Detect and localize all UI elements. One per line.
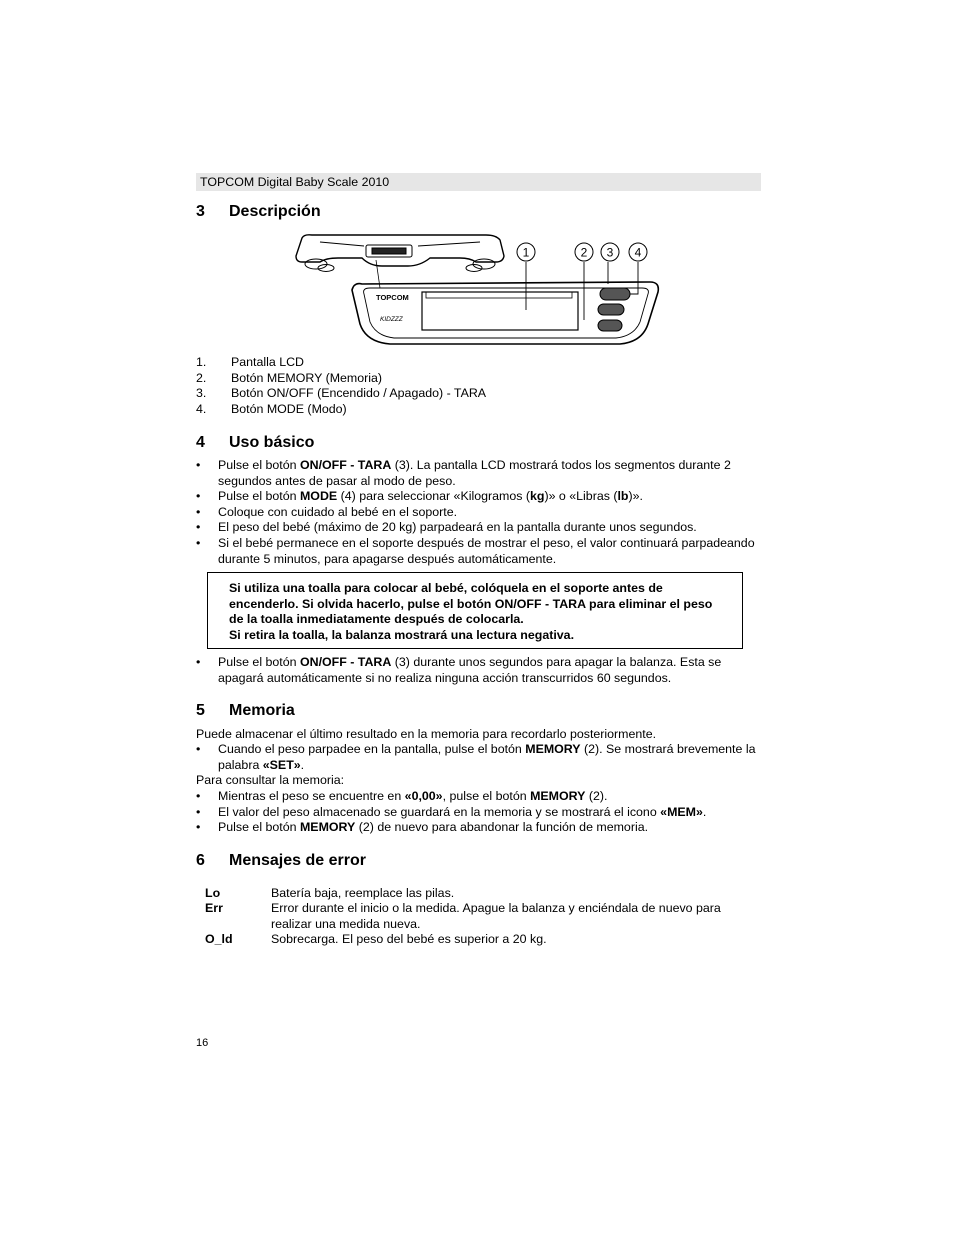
bullet-text: Pulse el botón MEMORY (2) de nuevo para abandonar la función de memoria. (218, 820, 649, 834)
list-number: 2. (196, 371, 207, 385)
bullet-icon: • (196, 789, 201, 803)
bullet-text: El valor del peso almacenado se guardará en la memoria y se mostrará el icono «MEM». (218, 805, 707, 819)
section-title: Uso básico (229, 434, 315, 451)
callout-4: 4 (634, 245, 642, 260)
bullet-icon: • (196, 536, 201, 550)
bullet-text: Mientras el peso se encuentre en «0,00», pulse el botón MEMORY (2). (218, 789, 608, 803)
list-number: 4. (196, 402, 207, 416)
error-description: Sobrecarga. El peso del bebé es superior a 20 kg. (271, 932, 547, 946)
callouts (517, 243, 647, 261)
error-code: O_ld (205, 932, 233, 946)
bullet-icon: • (196, 520, 201, 534)
error-description: Batería baja, reemplace las pilas. (271, 886, 455, 900)
error-code: Lo (205, 886, 221, 900)
bullet-text: Pulse el botón ON/OFF - TARA (3) durante unos segundos para apagar la balanza. Esta se apagará automáticamente si no realiza ninguna acción transcurridos 60 segundos. (218, 655, 722, 685)
bullet-text: Pulse el botón ON/OFF - TARA (3). La pantalla LCD mostrará todos los segmentos durante 2 segundos antes de pasar al modo de peso. (218, 458, 731, 488)
error-description: Error durante el inicio o la medida. Apague la balanza y enciéndala de nuevo para realizar una medida nueva. (271, 901, 721, 931)
list-item: Pantalla LCD (231, 355, 305, 369)
scale-front-panel (352, 282, 658, 344)
mode-button (598, 320, 622, 331)
error-code: Err (205, 901, 223, 915)
bullet-icon: • (196, 655, 201, 669)
note-line: encenderlo. Si olvida hacerlo, pulse el botón ON/OFF - TARA para eliminar el peso (229, 597, 713, 611)
note-line: Si utiliza una toalla para colocar al bebé, colóquela en el soporte antes de (229, 581, 663, 595)
list-item: Botón ON/OFF (Encendido / Apagado) - TARA (231, 386, 487, 400)
bullet-icon: • (196, 742, 201, 756)
bullet-icon: • (196, 820, 201, 834)
section-number: 3 (196, 203, 205, 220)
page-number: 16 (196, 1037, 209, 1049)
paragraph: Puede almacenar el último resultado en la memoria para recordarlo posteriormente. (196, 727, 657, 741)
topcom-logo: TOPCOM (376, 293, 409, 302)
scale-diagram (290, 232, 670, 350)
bullet-icon: • (196, 458, 201, 472)
bullet-icon: • (196, 489, 201, 503)
note-line: de la toalla inmediatamente después de colocarla. (229, 612, 524, 626)
memory-button (598, 304, 624, 315)
section-title: Memoria (229, 702, 295, 719)
section-number: 4 (196, 434, 205, 451)
list-item: Botón MEMORY (Memoria) (231, 371, 383, 385)
paragraph: Para consultar la memoria: (196, 773, 345, 787)
list-number: 1. (196, 355, 207, 369)
bullet-icon: • (196, 505, 201, 519)
section-title: Mensajes de error (229, 852, 366, 869)
callout-3: 3 (606, 245, 614, 260)
bullet-icon: • (196, 805, 201, 819)
list-item: Botón MODE (Modo) (231, 402, 347, 416)
bullet-text: Pulse el botón MODE (4) para seleccionar «Kilogramos (kg)» o «Libras (lb)». (218, 489, 643, 503)
callout-2: 2 (580, 245, 588, 260)
bullet-text: El peso del bebé (máximo de 20 kg) parpadeará en la pantalla durante unos segundos. (218, 520, 697, 534)
section-number: 6 (196, 852, 205, 869)
list-number: 3. (196, 386, 207, 400)
bullet-text: Si el bebé permanece en el soporte después de mostrar el peso, el valor continuará parpadeando durante 5 minutos, para apagarse después automáticamente. (218, 536, 755, 566)
section-title: Descripción (229, 203, 321, 220)
scale-side-view (296, 235, 504, 288)
section-number: 5 (196, 702, 205, 719)
note-line: Si retira la toalla, la balanza mostrará una lectura negativa. (229, 628, 575, 642)
on-off-tara-button (600, 288, 630, 300)
bullet-text: Coloque con cuidado al bebé en el soporte. (218, 505, 458, 519)
kidzzz-logo: KIDZZZ (380, 316, 403, 323)
bullet-text: Cuando el peso parpadee en la pantalla, pulse el botón MEMORY (2). Se mostrará brevemente la palabra «SET». (218, 742, 756, 772)
running-header-title: TOPCOM Digital Baby Scale 2010 (200, 175, 390, 189)
callout-1: 1 (522, 245, 530, 260)
